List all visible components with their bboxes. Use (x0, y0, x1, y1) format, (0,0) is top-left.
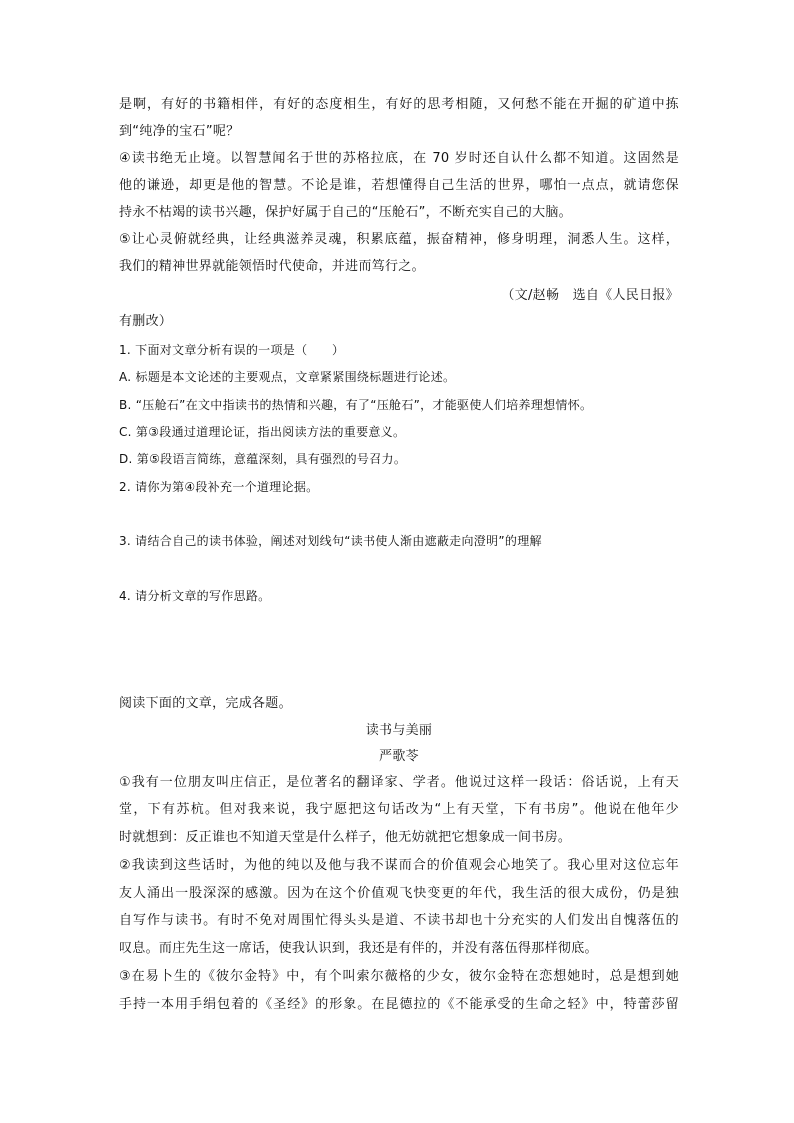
passage2-line: ③在易卜生的《彼尔金特》中，有个叫索尔薇格的少女，彼尔金特在恋想她时，总是想到她 (119, 969, 679, 984)
passage2-line: ①我有一位朋友叫庄信正，是位著名的翻译家、学者。他说过这样一段话：俗话说，上有天 (119, 775, 679, 790)
option-c: C. 第③段通过道理论证，指出阅读方法的重要意义。 (119, 425, 406, 439)
passage1-line: 是啊，有好的书籍相伴，有好的态度相生，有好的思考相随，又何愁不能在开掘的矿道中拣 (119, 97, 679, 112)
passage2-line: 自写作与读书。有时不免对周围忙得头头是道、不读书却也十分充实的人们发出自愧落伍的 (119, 913, 679, 928)
passage2-intro: 阅读下面的文章，完成各题。 (119, 696, 292, 711)
option-b: B. “压舱石”在文中指读书的热情和兴趣，有了“压舱石”，才能驱使人们培养理想情怀。 (119, 398, 593, 412)
passage1-line: 持永不枯竭的读书兴趣，保护好属于自己的“压舱石”，不断充实自己的大脑。 (119, 205, 572, 220)
question-1: 1. 下面对文章分析有误的一项是（ ） (119, 343, 345, 357)
passage2-line: 手持一本用手绢包着的《圣经》的形象。在昆德拉的《不能承受的生命之轻》中，特蕾莎留 (119, 997, 679, 1012)
passage1-source: （文/赵畅 选自《人民日报》 (501, 288, 679, 303)
passage2-line: 叹息。而庄先生这一席话，使我认识到，我还是有伴的，并没有落伍得那样彻底。 (119, 941, 598, 956)
passage2-title: 读书与美丽 (365, 723, 433, 738)
passage2-line: 堂，下有苏杭。但对我来说，我宁愿把这句话改为“上有天堂，下有书房”。他说在他年少 (119, 802, 679, 817)
passage2-line: 时就想到：反正谁也不知道天堂是什么样子，他无妨就把它想象成一间书房。 (119, 830, 572, 845)
passage1-line: ⑤让心灵俯就经典，让经典滋养灵魂，积累底蕴，振奋精神，修身明理，洞悉人生。这样， (119, 232, 679, 247)
question-3: 3. 请结合自己的读书体验，阐述对划线句“读书使人渐由遮蔽走向澄明”的理解 (119, 534, 542, 548)
passage1-line: 我们的精神世界就能领悟时代使命，并进而笃行之。 (119, 259, 425, 274)
passage1-line: 到“纯净的宝石”呢？ (119, 124, 240, 139)
question-2: 2. 请你为第④段补充一个道理论据。 (119, 480, 319, 494)
option-a: A. 标题是本文论述的主要观点，文章紧紧围绕标题进行论述。 (119, 370, 456, 384)
option-d: D. 第⑤段语言简练，意蕴深刻，具有强烈的号召力。 (119, 452, 407, 466)
passage1-source-tail: 有删改） (119, 314, 173, 329)
passage1-line: 他的谦逊，却更是他的智慧。不论是谁，若想懂得自己生活的世界，哪怕一点点，就请您保 (119, 178, 679, 193)
passage2-line: 友人涌出一股深深的感激。因为在这个价值观飞快变更的年代，我生活的很大成份，仍是独 (119, 886, 679, 901)
passage2-line: ②我读到这些话时，为他的纯以及他与我不谋而合的价值观会心地笑了。我心里对这位忘年 (119, 858, 679, 873)
passage1-line: ④读书绝无止境。以智慧闻名于世的苏格拉底，在 70 岁时还自认什么都不知道。这固然是 (119, 151, 679, 166)
question-4: 4. 请分析文章的写作思路。 (119, 589, 271, 603)
passage2-author: 严歌苓 (379, 749, 419, 764)
